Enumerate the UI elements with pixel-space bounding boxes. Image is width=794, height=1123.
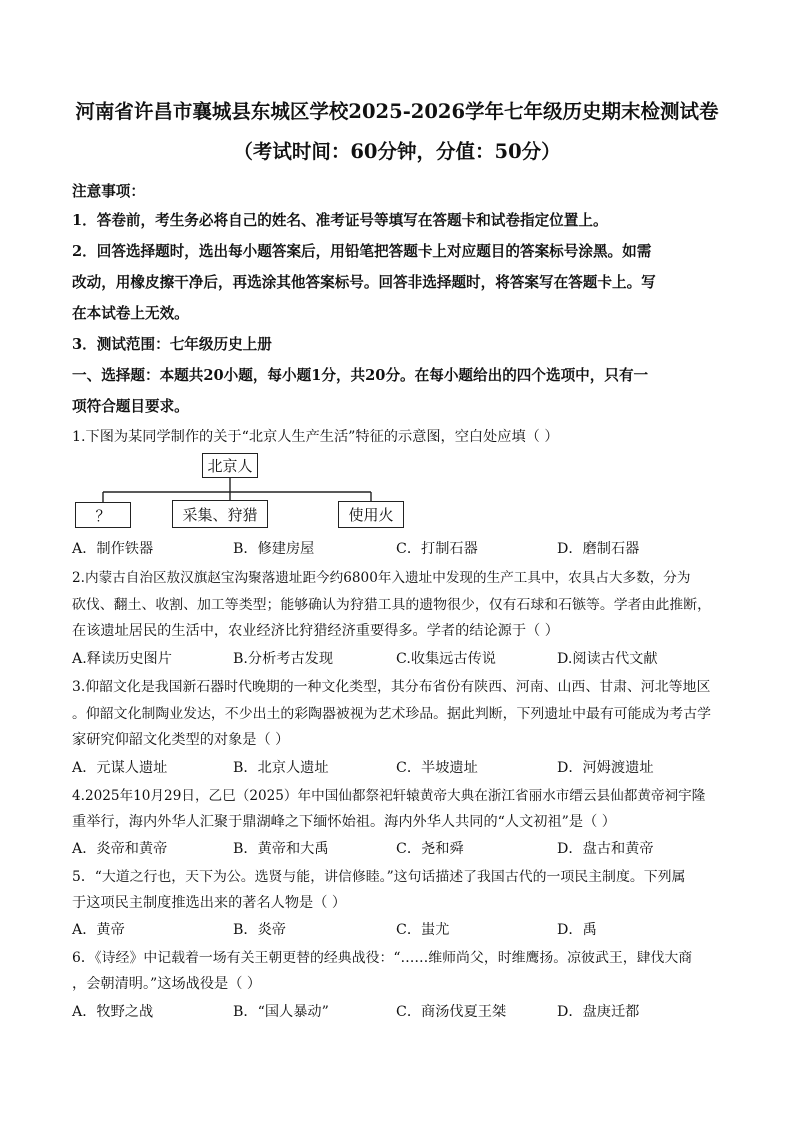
- q5-option-d: D．禹: [557, 922, 597, 938]
- q4-option-a: A．炎帝和黄帝: [72, 841, 168, 857]
- q4-option-c: C．尧和舜: [396, 841, 464, 857]
- q4-option-d: D．盘古和黄帝: [557, 841, 654, 857]
- note-item-3: 3．测试范围：七年级历史上册: [72, 336, 272, 353]
- q2-stem-line-1: 2.内蒙古自治区敖汉旗赵宝沟聚落遗址距今约6800年入遗址中发现的生产工具中，农具占大多数，分为: [72, 570, 691, 586]
- q5-option-b: B．炎帝: [233, 922, 286, 938]
- q3-option-a: A．元谋人遗址: [72, 760, 168, 776]
- q5-option-a: A．黄帝: [72, 922, 125, 938]
- exam-title: 河南省许昌市襄城县东城区学校2025-2026学年七年级历史期末检测试卷: [75, 100, 719, 123]
- q3-option-d: D．河姆渡遗址: [557, 760, 654, 776]
- q3-option-b: B．北京人遗址: [233, 760, 329, 776]
- q5-stem-line-2: 于这项民主制度推选出来的著名人物是（ ）: [72, 895, 347, 911]
- q6-stem-line-1: 6．《诗经》中记载着一场有关王朝更替的经典战役：“……维师尚父，时维鹰扬。凉彼武王，肆伐大商: [72, 950, 693, 966]
- note-item-2-line-3: 在本试卷上无效。: [72, 305, 189, 322]
- q1-diagram-root: 北京人: [202, 453, 258, 478]
- section-1-heading-line-2: 项符合题目要求。: [72, 398, 189, 415]
- q6-option-b: B．“国人暴动”: [233, 1004, 329, 1020]
- q6-stem-line-2: ，会朝清明。”这场战役是（ ）: [72, 976, 262, 992]
- note-item-2-line-1: 2．回答选择题时，选出每小题答案后，用铅笔把答题卡上对应题目的答案标号涂黑。如需: [72, 243, 652, 260]
- q1-diagram-gathering: 采集、狩猎: [172, 500, 268, 528]
- q4-stem-line-1: 4.2025年10月29日，乙巳（2025）年中国仙都祭祀轩辕黄帝大典在浙江省丽水市缙云县仙都黄帝祠宇隆: [72, 788, 706, 804]
- notes-heading: 注意事项：: [72, 183, 145, 200]
- note-item-2-line-2: 改动，用橡皮擦干净后，再选涂其他答案标号。回答非选择题时，将答案写在答题卡上。写: [72, 274, 656, 291]
- note-item-1: 1．答卷前，考生务必将自己的姓名、准考证号等填写在答题卡和试卷指定位置上。: [72, 212, 608, 229]
- q3-stem-line-3: 家研究仰韶文化类型的对象是（ ）: [72, 732, 290, 748]
- q6-option-a: A．牧野之战: [72, 1004, 154, 1020]
- q1-stem: 1.下图为某同学制作的关于“北京人生产生活”特征的示意图，空白处应填（ ）: [72, 429, 559, 445]
- q1-diagram-connectors: [0, 0, 794, 560]
- q5-stem-line-1: 5．“大道之行也，天下为公。选贤与能，讲信修睦。”这句话描述了我国古代的一项民主制度。下列属: [72, 869, 686, 885]
- q2-option-d: D.阅读古代文献: [557, 651, 658, 667]
- section-1-heading-line-1: 一、选择题：本题共20小题，每小题1分，共20分。在每小题给出的四个选项中，只有一: [72, 367, 649, 384]
- q3-stem-line-2: 。仰韶文化制陶业发达，不少出土的彩陶器被视为艺术珍品。据此判断，下列遗址中最有可能成为考古学: [72, 706, 711, 722]
- q5-option-c: C．蚩尤: [396, 922, 450, 938]
- q2-option-a: A.释读历史图片: [72, 651, 172, 667]
- exam-subtitle: （考试时间：60分钟，分值：50分）: [233, 140, 561, 163]
- q2-option-b: B.分析考古发现: [233, 651, 334, 667]
- q4-option-b: B．黄帝和大禹: [233, 841, 329, 857]
- q1-option-c: C．打制石器: [396, 541, 478, 557]
- q1-option-b: B．修建房屋: [233, 541, 315, 557]
- q1-option-d: D．磨制石器: [557, 541, 640, 557]
- q2-stem-line-3: 在该遗址居民的生活中，农业经济比狩猎经济重要得多。学者的结论源于（ ）: [72, 623, 559, 639]
- q1-option-a: A．制作铁器: [72, 541, 154, 557]
- q2-stem-line-2: 砍伐、翻土、收割、加工等类型；能够确认为狩猎工具的遗物很少，仅有石球和石镞等。学者由此推断，: [72, 597, 711, 613]
- q4-stem-line-2: 重举行，海内外华人汇聚于鼎湖峰之下缅怀始祖。海内外华人共同的“人文初祖”是（ ）: [72, 814, 616, 830]
- q2-option-c: C.收集远古传说: [396, 651, 496, 667]
- q1-diagram-fire: 使用火: [338, 501, 404, 528]
- q6-option-c: C．商汤伐夏王桀: [396, 1004, 507, 1020]
- q6-option-d: D．盘庚迁都: [557, 1004, 640, 1020]
- q3-option-c: C．半坡遗址: [396, 760, 478, 776]
- q3-stem-line-1: 3.仰韶文化是我国新石器时代晚期的一种文化类型，其分布省份有陕西、河南、山西、甘肃、河北等地区: [72, 679, 711, 695]
- q1-diagram-blank: ？: [75, 502, 131, 528]
